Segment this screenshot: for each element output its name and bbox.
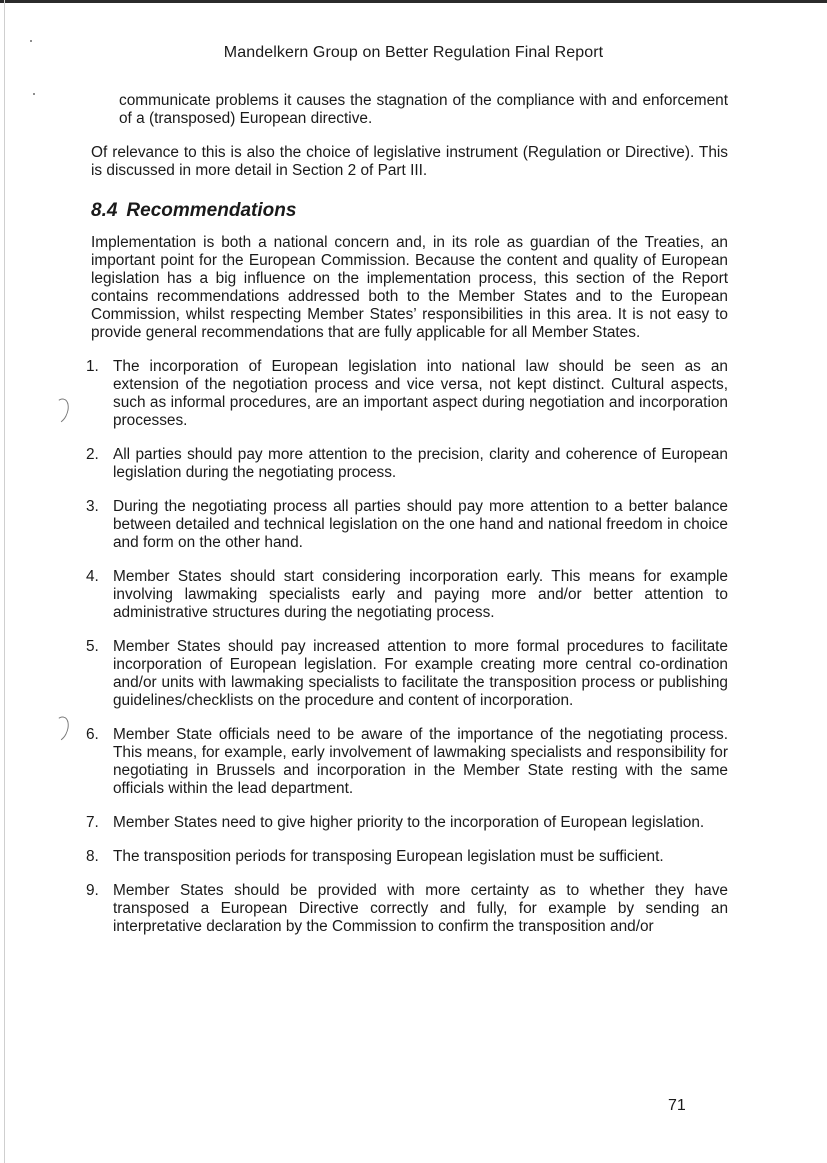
- item-text: Member States need to give higher priority to the incorporation of European legislation.: [113, 814, 705, 831]
- scan-speck: [30, 40, 32, 42]
- item-text: During the negotiating process all parties should pay more attention to a better balance between detailed and technical legislation on the one hand and national freedom in choice and form on the other hand.: [113, 498, 728, 551]
- punch-hole-mark: [48, 714, 72, 744]
- item-text: Member States should be provided with more certainty as to whether they have transposed a European Directive correctly and fully, for example by sending an interpretative declaration by the Commission to confirm the transposition and/or: [113, 882, 728, 935]
- item-text: The incorporation of European legislation into national law should be seen as an extension of the negotiation process and vice versa, not kept distinct. Cultural aspects, such as informal procedures, are an important aspect during negotiation and incorporation processes.: [113, 358, 728, 429]
- item-number: 5.: [86, 638, 99, 655]
- recommendation-item: [86, 848, 728, 866]
- scan-speck: [33, 93, 35, 95]
- section-title: Recommendations: [126, 200, 297, 221]
- item-number: 3.: [86, 498, 99, 515]
- recommendation-item: [86, 882, 728, 936]
- scan-edge-top: [0, 0, 827, 3]
- recommendation-item: [86, 498, 728, 552]
- item-text: The transposition periods for transposing European legislation must be sufficient.: [113, 848, 664, 865]
- item-text: Member States should start considering incorporation early. This means for example involving lawmaking specialists early and paying more and/or better attention to administrative structures during the negotiating process.: [113, 568, 728, 621]
- item-number: 4.: [86, 568, 99, 585]
- item-text: Member States should pay increased attention to more formal procedures to facilitate incorporation of European legislation. For example creating more central co-ordination and/or units with lawmaking specialists to facilitate the transposition process or publishing guidelines/checklists on the procedure and content of incorporation.: [113, 638, 728, 709]
- intro-paragraph: Implementation is both a national concern and, in its role as guardian of the Treaties, an important point for the European Commission. Because the content and quality of European legislation has a big influence on the implementation process, this section of the Report contains recommendations addressed both to the Member States and to the European Commission, whilst respecting Member States’ responsibilities in this area. It is not easy to provide general recommendations that are fully applicable for all Member States.: [91, 234, 728, 341]
- item-number: 7.: [86, 814, 99, 831]
- section-heading: [91, 202, 728, 220]
- recommendation-item: [86, 568, 728, 622]
- item-number: 9.: [86, 882, 99, 899]
- recommendation-item: [86, 814, 728, 832]
- punch-hole-mark: [48, 396, 72, 426]
- page-number: 71: [668, 1097, 686, 1114]
- item-text: Member State officials need to be aware of the importance of the negotiating process. This means, for example, early involvement of lawmaking specialists and responsibility for negotiating in Brussels and incorporation in the Member State resting with the same officials within the lead department.: [113, 726, 728, 797]
- relevance-paragraph: Of relevance to this is also the choice of legislative instrument (Regulation or Directive). This is discussed in more detail in Section 2 of Part III.: [91, 144, 728, 179]
- continued-paragraph: communicate problems it causes the stagnation of the compliance with and enforcement of a (transposed) European directive.: [119, 92, 728, 127]
- recommendation-item: [86, 638, 728, 710]
- section-number: 8.4: [91, 200, 118, 221]
- recommendation-item: [86, 446, 728, 482]
- item-number: 1.: [86, 358, 99, 375]
- running-header: Mandelkern Group on Better Regulation Final Report: [223, 44, 604, 61]
- item-text: All parties should pay more attention to the precision, clarity and coherence of European legislation during the negotiating process.: [113, 446, 728, 481]
- recommendation-item: [86, 726, 728, 798]
- recommendation-item: [86, 358, 728, 430]
- item-number: 2.: [86, 446, 99, 463]
- recommendations-list: [86, 358, 728, 936]
- item-number: 6.: [86, 726, 99, 743]
- scan-edge-left: [4, 0, 5, 1163]
- item-number: 8.: [86, 848, 99, 865]
- page-body: [86, 92, 728, 952]
